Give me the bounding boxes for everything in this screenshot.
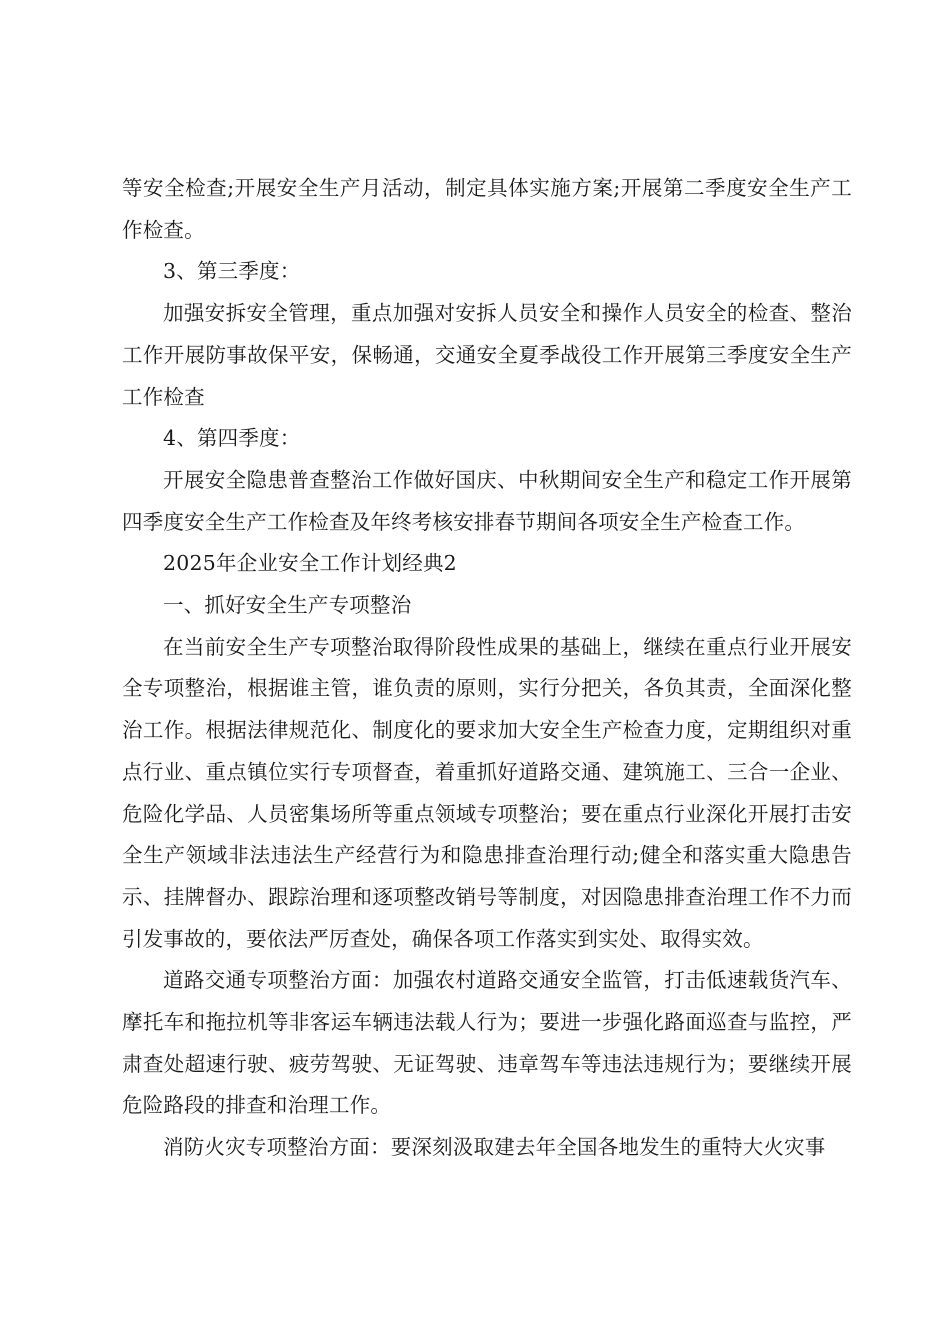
paragraph-fire-safety: 消防火灾专项整治方面：要深刻汲取建去年全国各地发生的重特大火灾事 bbox=[163, 1135, 826, 1160]
paragraph-q2-continuation: 等安全检查;开展安全生产月活动，制定具体实施方案;开展第二季度安全生产工作检查。 bbox=[122, 176, 852, 242]
heading-q3: 3、第三季度： bbox=[163, 259, 301, 284]
heading-q4: 4、第四季度： bbox=[163, 426, 301, 451]
paragraph-special-rectification: 在当前安全生产专项整治取得阶段性成果的基础上，继续在重点行业开展安全专项整治，根据谁主管，谁负责的原则，实行分把关，各负其责，全面深化整治工作。根据法律规范化、制度化的要求加大安全生产检查力度，定期组织对重点行业、重点镇位实行专项督查，着重抓好道路交通、建筑施工、三合一企业、危险化学品、人员密集场所等重点领域专项整治；要在重点行业深化开展打击安全生产领域非法违法生产经营行为和隐患排查治理行动;健全和落实重大隐患告示、挂牌督办、跟踪治理和逐项整改销号等制度，对因隐患排查治理工作不力而引发事故的，要依法严厉查处，确保各项工作落实到实处、取得实效。 bbox=[122, 634, 852, 951]
section-title-plan-2: 2025年企业安全工作计划经典2 bbox=[163, 551, 457, 576]
document-body bbox=[122, 168, 852, 1169]
heading-special-rectification: 一、抓好安全生产专项整治 bbox=[163, 593, 412, 618]
paragraph-road-traffic: 道路交通专项整治方面：加强农村道路交通安全监管，打击低速载货汽车、摩托车和拖拉机等非客运车辆违法载人行为；要进一步强化路面巡查与监控，严肃查处超速行驶、疲劳驾驶、无证驾驶、违章驾车等违法违规行为；要继续开展危险路段的排查和治理工作。 bbox=[122, 968, 852, 1118]
paragraph-q4: 开展安全隐患普查整治工作做好国庆、中秋期间安全生产和稳定工作开展第四季度安全生产工作检查及年终考核安排春节期间各项安全生产检查工作。 bbox=[122, 467, 852, 534]
paragraph-q3: 加强安拆安全管理，重点加强对安拆人员安全和操作人员安全的检查、整治工作开展防事故保平安，保畅通，交通安全夏季战役工作开展第三季度安全生产工作检查 bbox=[122, 301, 852, 409]
